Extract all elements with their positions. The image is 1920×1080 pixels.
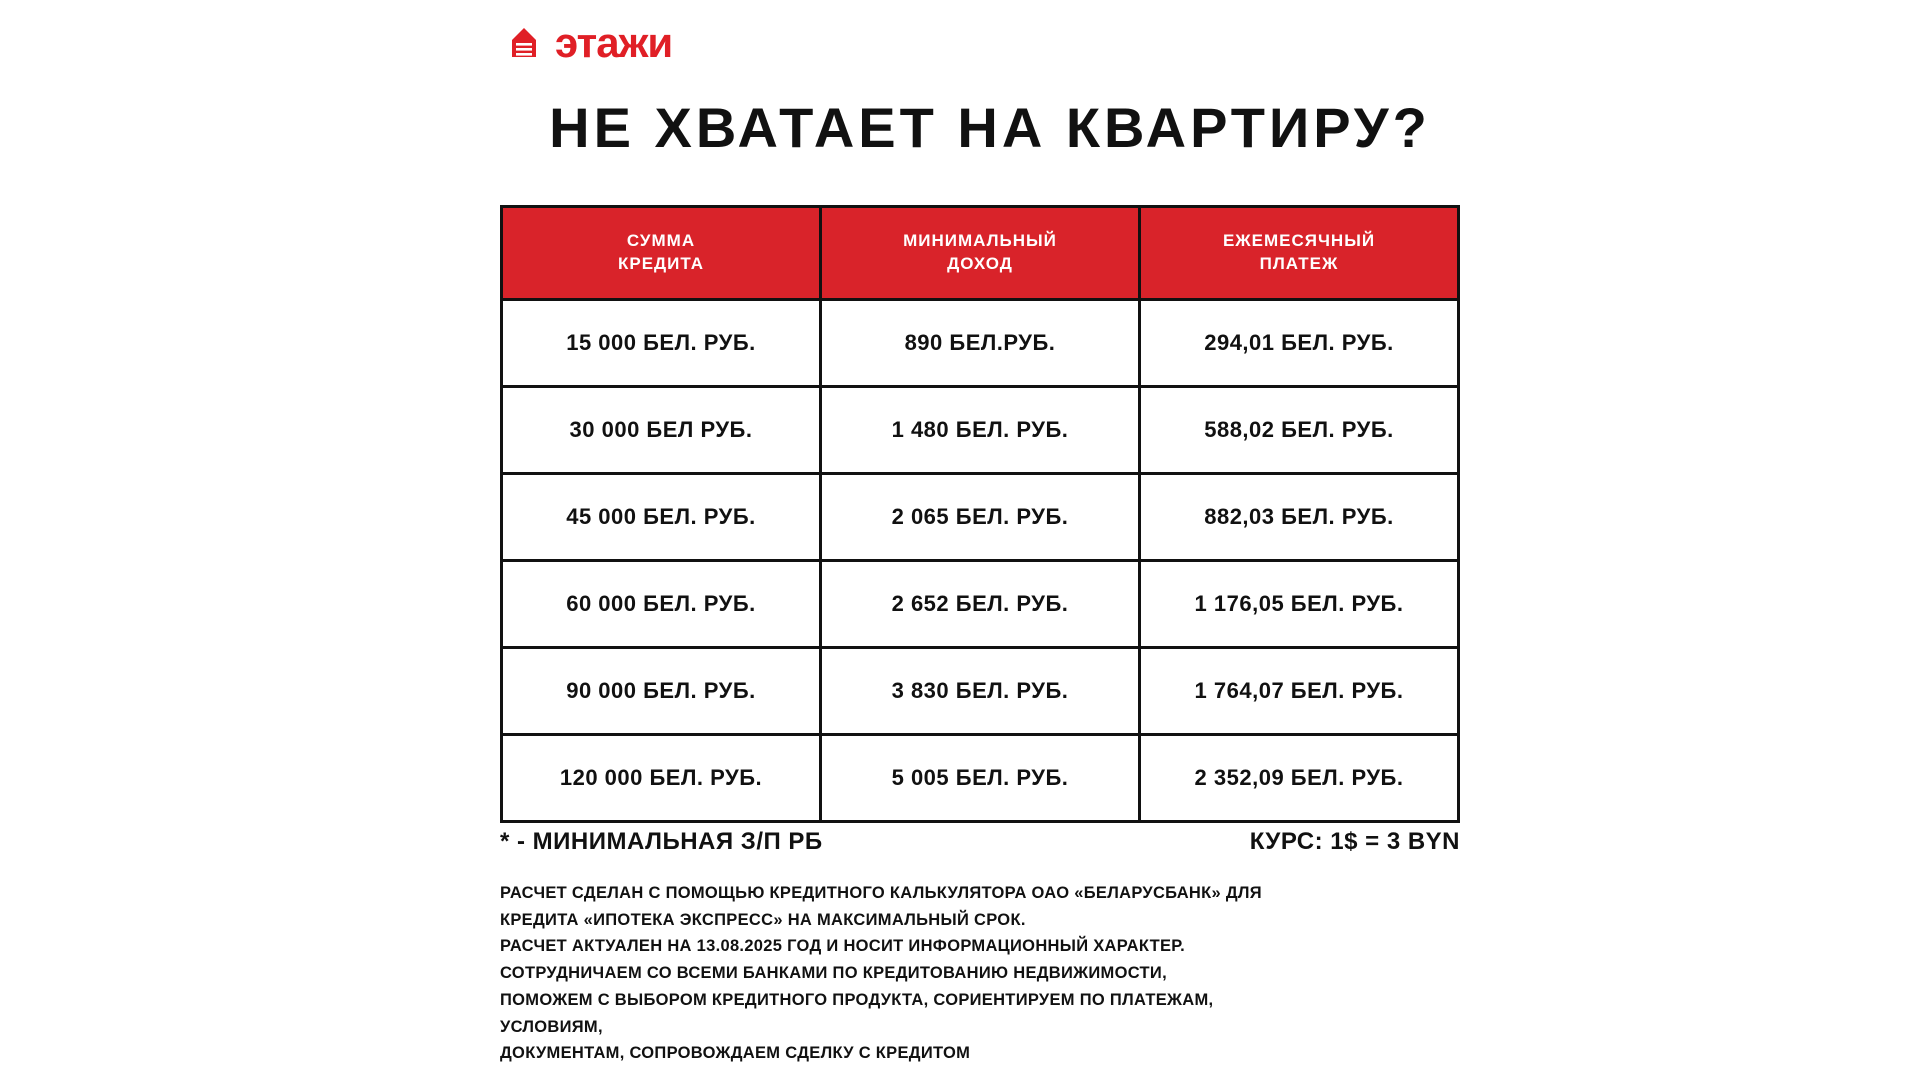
disclaimer-line-6: УСЛОВИЯМ,	[500, 1017, 603, 1036]
table-row	[502, 299, 1459, 386]
disclaimer-line-1: РАСЧЕТ СДЕЛАН С ПОМОЩЬЮ КРЕДИТНОГО КАЛЬКУЛЯТОРА ОАО «БЕЛАРУСБАНК» ДЛЯ	[500, 884, 1262, 902]
table-row	[502, 734, 1459, 821]
cell-loan-amount: 90 000 БЕЛ. РУБ.	[502, 647, 821, 734]
note-min-salary: * - МИНИМАЛЬНАЯ З/П РБ	[500, 828, 823, 855]
cell-monthly-payment: 1 764,07 БЕЛ. РУБ.	[1140, 647, 1459, 734]
column-header-monthly-payment: ЕЖЕМЕСЯЧНЫЙ ПЛАТЕЖ	[1140, 207, 1459, 300]
disclaimer-line-5: ПОМОЖЕМ С ВЫБОРОМ КРЕДИТНОГО ПРОДУКТА, СОРИЕНТИРУЕМ ПО ПЛАТЕЖАМ,	[500, 990, 1214, 1009]
column-header-loan-amount: СУММА КРЕДИТА	[502, 207, 821, 300]
cell-min-income: 3 830 БЕЛ. РУБ.	[821, 647, 1140, 734]
table-row	[502, 473, 1459, 560]
cell-min-income: 1 480 БЕЛ. РУБ.	[821, 386, 1140, 473]
disclaimer-line-3: РАСЧЕТ АКТУАЛЕН НА 13.08.2025 ГОД И НОСИТ ИНФОРМАЦИОННЫЙ ХАРАКТЕР.	[500, 937, 1186, 956]
cell-min-income: 890 БЕЛ.РУБ.	[821, 299, 1140, 386]
column-header-min-income: МИНИМАЛЬНЫЙ ДОХОД	[821, 207, 1140, 300]
cell-min-income: 2 652 БЕЛ. РУБ.	[821, 560, 1140, 647]
cell-loan-amount: 15 000 БЕЛ. РУБ.	[502, 299, 821, 386]
notes-row	[500, 828, 1460, 856]
disclaimer-line-7: ДОКУМЕНТАМ, СОПРОВОЖДАЕМ СДЕЛКУ С КРЕДИТОМ	[500, 1044, 971, 1063]
cell-min-income: 2 065 БЕЛ. РУБ.	[821, 473, 1140, 560]
cell-monthly-payment: 1 176,05 БЕЛ. РУБ.	[1140, 560, 1459, 647]
cell-loan-amount: 30 000 БЕЛ РУБ.	[502, 386, 821, 473]
cell-loan-amount: 45 000 БЕЛ. РУБ.	[502, 473, 821, 560]
cell-monthly-payment: 2 352,09 БЕЛ. РУБ.	[1140, 734, 1459, 821]
page-title: НЕ ХВАТАЕТ НА КВАРТИРУ?	[549, 96, 1431, 159]
cell-loan-amount: 120 000 БЕЛ. РУБ.	[502, 734, 821, 821]
cell-monthly-payment: 882,03 БЕЛ. РУБ.	[1140, 473, 1459, 560]
cell-monthly-payment: 294,01 БЕЛ. РУБ.	[1140, 299, 1459, 386]
table-row	[502, 386, 1459, 473]
table-row	[502, 647, 1459, 734]
table-row	[502, 560, 1459, 647]
disclaimer-line-2: КРЕДИТА «ИПОТЕКА ЭКСПРЕСС» НА МАКСИМАЛЬНЫЙ СРОК.	[500, 910, 1026, 929]
building-icon	[505, 24, 543, 62]
credit-table	[500, 205, 1460, 823]
credit-table-container	[500, 205, 1460, 823]
cell-loan-amount: 60 000 БЕЛ. РУБ.	[502, 560, 821, 647]
table-header-row	[502, 207, 1459, 300]
cell-min-income: 5 005 БЕЛ. РУБ.	[821, 734, 1140, 821]
disclaimer-line-4: СОТРУДНИЧАЕМ СО ВСЕМИ БАНКАМИ ПО КРЕДИТОВАНИЮ НЕДВИЖИМОСТИ,	[500, 964, 1167, 983]
brand-logo-text: этажи	[555, 19, 673, 66]
brand-logo	[505, 19, 673, 66]
note-exchange-rate: КУРС: 1$ = 3 BYN	[1249, 828, 1460, 855]
disclaimer-text	[500, 880, 1440, 1067]
cell-monthly-payment: 588,02 БЕЛ. РУБ.	[1140, 386, 1459, 473]
